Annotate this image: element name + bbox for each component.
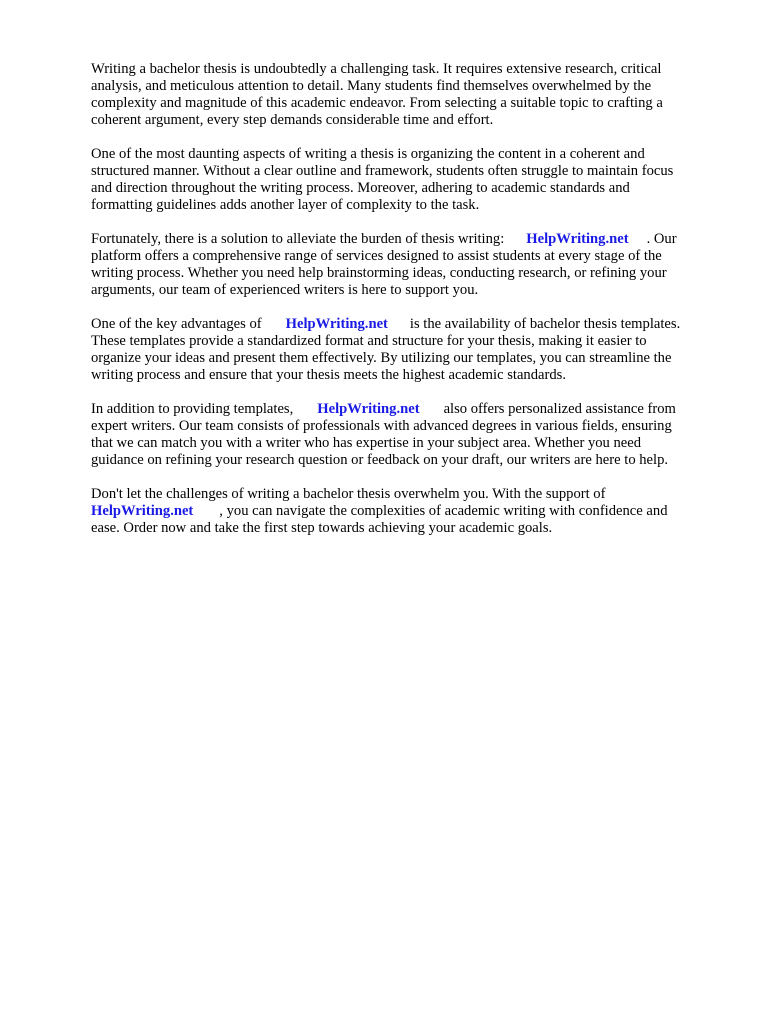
text-line: These templates provide a standardized format and structure for your thesis, making it easier to: [91, 333, 647, 349]
text-line: writing process and ensure that your thesis meets the highest academic standards.: [91, 367, 566, 383]
text-line: arguments, our team of experienced writers is here to support you.: [91, 282, 479, 298]
text-segment: . Our: [646, 231, 677, 247]
text-segment: , you can navigate the complexities of academic writing with confidence and: [219, 503, 668, 519]
text-line: ease. Order now and take the first step towards achieving your academic goals.: [91, 520, 553, 536]
paragraph-templates: [91, 316, 721, 384]
helpwriting-link[interactable]: HelpWriting.net: [91, 503, 194, 519]
paragraph-solution: [91, 231, 721, 299]
text-line: [91, 401, 721, 418]
text-line: that we can match you with a writer who has expertise in your subject area. Whether you need: [91, 435, 642, 451]
text-segment: In addition to providing templates,: [91, 401, 294, 417]
text-line: structured manner. Without a clear outline and framework, students often struggle to maintain focus: [91, 163, 674, 179]
text-line: Writing a bachelor thesis is undoubtedly a challenging task. It requires extensive research, critical: [91, 61, 662, 77]
helpwriting-link[interactable]: HelpWriting.net: [317, 401, 420, 417]
paragraph-assistance: [91, 401, 721, 469]
document-body: [91, 61, 721, 554]
text-line: writing process. Whether you need help brainstorming ideas, conducting research, or refining your: [91, 265, 667, 281]
text-line: analysis, and meticulous attention to detail. Many students find themselves overwhelmed by the: [91, 78, 652, 94]
text-line: organize your ideas and present them effectively. By utilizing our templates, you can streamline the: [91, 350, 672, 366]
text-line: One of the most daunting aspects of writing a thesis is organizing the content in a coherent and: [91, 146, 645, 162]
paragraph-intro: [91, 61, 721, 129]
helpwriting-link[interactable]: HelpWriting.net: [285, 316, 388, 332]
text-segment: is the availability of bachelor thesis templates.: [409, 316, 681, 332]
text-segment: One of the key advantages of: [91, 316, 262, 332]
text-line: platform offers a comprehensive range of services designed to assist students at every stage of the: [91, 248, 662, 264]
paragraph-conclusion: [91, 486, 721, 537]
text-line: expert writers. Our team consists of professionals with advanced degrees in various fields, ensuring: [91, 418, 672, 434]
helpwriting-link[interactable]: HelpWriting.net: [526, 231, 629, 247]
text-line: [91, 316, 721, 333]
text-line: [91, 231, 721, 248]
paragraph-challenges: [91, 146, 721, 214]
text-line: and direction throughout the writing process. Moreover, adhering to academic standards and: [91, 180, 630, 196]
text-line: [91, 503, 721, 520]
text-segment: Fortunately, there is a solution to alleviate the burden of thesis writing:: [91, 231, 505, 247]
text-line: guidance on refining your research question or feedback on your draft, our writers are here to help.: [91, 452, 669, 468]
text-line: complexity and magnitude of this academic endeavor. From selecting a suitable topic to crafting a: [91, 95, 663, 111]
text-line: coherent argument, every step demands considerable time and effort.: [91, 112, 494, 128]
text-segment: also offers personalized assistance from: [443, 401, 676, 417]
text-line: formatting guidelines adds another layer of complexity to the task.: [91, 197, 480, 213]
text-line: Don't let the challenges of writing a bachelor thesis overwhelm you. With the support of: [91, 486, 606, 502]
